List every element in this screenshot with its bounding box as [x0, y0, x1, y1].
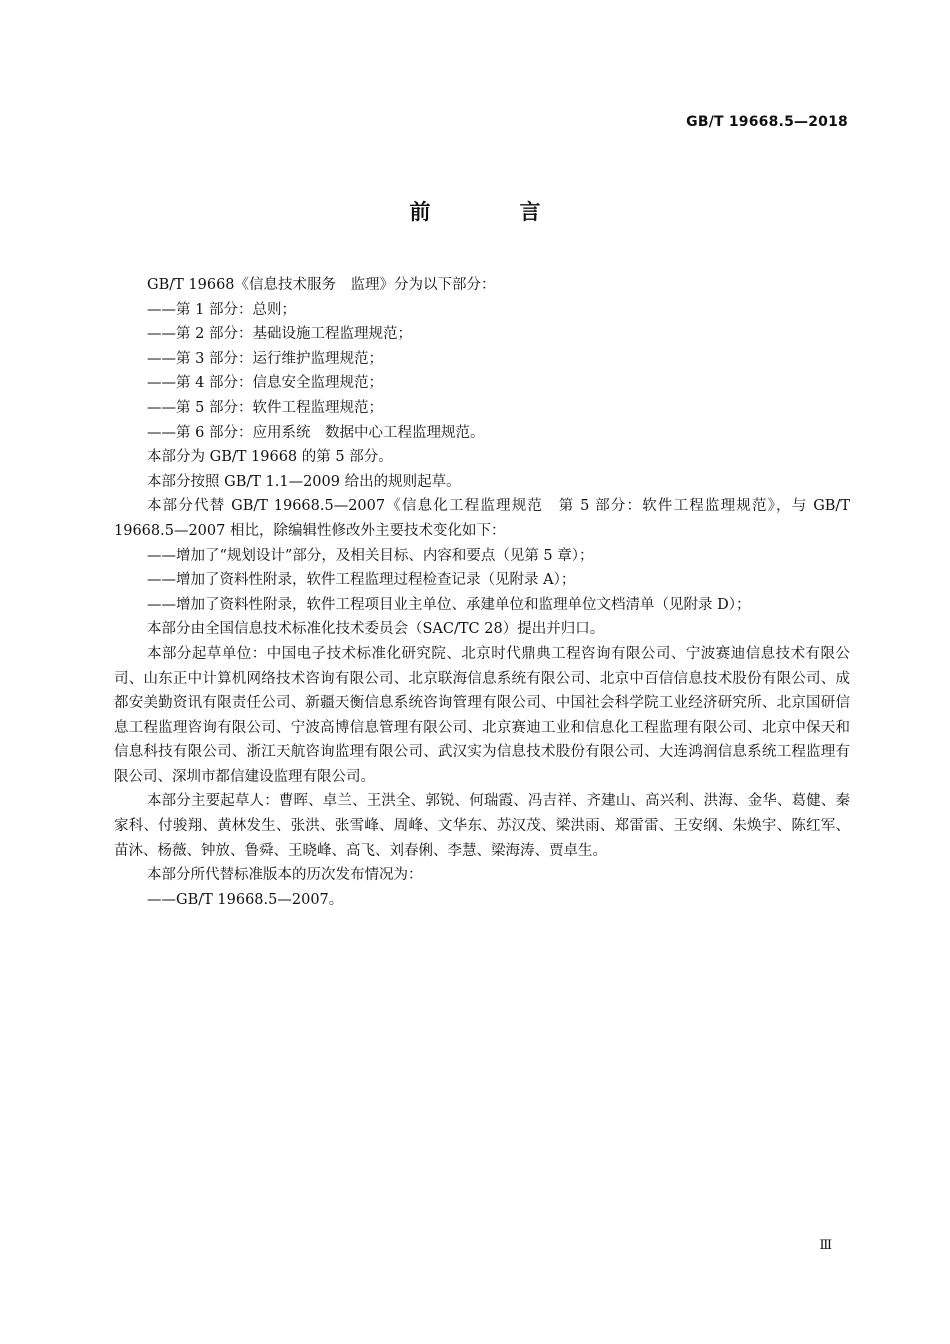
list-item-change-1: ——增加了“规划设计”部分，及相关目标、内容和要点（见第 5 章）； — [147, 547, 594, 564]
paragraph-replacement: 本部分代替 GB/T 19668.5—2007《信息化工程监理规范 第 5 部分：软件工程监理规范》，与 GB/T 19668.5—2007 相比，除编辑性修改外主要技术变化如下： — [114, 498, 850, 539]
list-item-part-5: ——第 5 部分：软件工程监理规范； — [147, 399, 383, 416]
list-item-history-1: ——GB/T 19668.5—2007。 — [147, 891, 344, 908]
list-item-part-2: ——第 2 部分：基础设施工程监理规范； — [147, 326, 412, 343]
list-item-part-3: ——第 3 部分：运行维护监理规范； — [147, 350, 383, 367]
paragraph-history: 本部分所代替标准版本的历次发布情况为： — [147, 867, 423, 884]
list-item-change-2: ——增加了资料性附录，软件工程监理过程检查记录（见附录 A）； — [147, 572, 576, 589]
paragraph-proposer: 本部分由全国信息技术标准化技术委员会（SAC/TC 28）提出并归口。 — [147, 621, 605, 638]
document-body — [114, 273, 850, 912]
list-item-part-6: ——第 6 部分：应用系统 数据中心工程监理规范。 — [147, 424, 485, 441]
list-item-part-1: ——第 1 部分：总则； — [147, 301, 296, 318]
paragraph-intro: GB/T 19668《信息技术服务 监理》分为以下部分： — [147, 277, 496, 293]
paragraph-drafters: 本部分主要起草人：曹晖、卓兰、王洪全、郭锐、何瑞霞、冯吉祥、齐建山、高兴利、洪海、金华、葛健、秦家科、付骏翔、黄林发生、张洪、张雪峰、周峰、文华东、苏汉茂、梁洪雨、郑雷雷、王安纲、朱焕宇、陈红军、苗沐、杨薇、钟放、鲁舜、王晓峰、高飞、刘春俐、李慧、梁海涛、贾卓生。 — [114, 793, 850, 859]
paragraph-drafting-units: 本部分起草单位：中国电子技术标准化研究院、北京时代鼎典工程咨询有限公司、宁波赛迪信息技术有限公司、山东正中计算机网络技术咨询有限公司、北京联海信息系统有限公司、北京中百信信息技术股份有限公司、成都安美勤资讯有限责任公司、新疆天衡信息系统咨询管理有限公司、中国社会科学院工业经济研究所、北京国研信息工程监理咨询有限公司、宁波高博信息管理有限公司、北京赛迪工业和信息化工程监理有限公司、北京中保天和信息科技有限公司、浙江天航咨询监理有限公司、武汉实为信息技术股份有限公司、大连鸿润信息系统工程监理有限公司、深圳市都信建设监理有限公司。 — [114, 645, 850, 785]
list-item-change-3: ——增加了资料性附录，软件工程项目业主单位、承建单位和监理单位文档清单（见附录 D）； — [147, 596, 751, 613]
paragraph-drafting-rules: 本部分按照 GB/T 1.1—2009 给出的规则起草。 — [147, 473, 461, 490]
standard-code-header: GB/T 19668.5—2018 — [686, 114, 848, 130]
page-number: Ⅲ — [819, 1238, 832, 1253]
paragraph-part-statement: 本部分为 GB/T 19668 的第 5 部分。 — [147, 449, 393, 466]
list-item-part-4: ——第 4 部分：信息安全监理规范； — [147, 375, 383, 392]
page-title: 前 言 — [409, 200, 575, 224]
